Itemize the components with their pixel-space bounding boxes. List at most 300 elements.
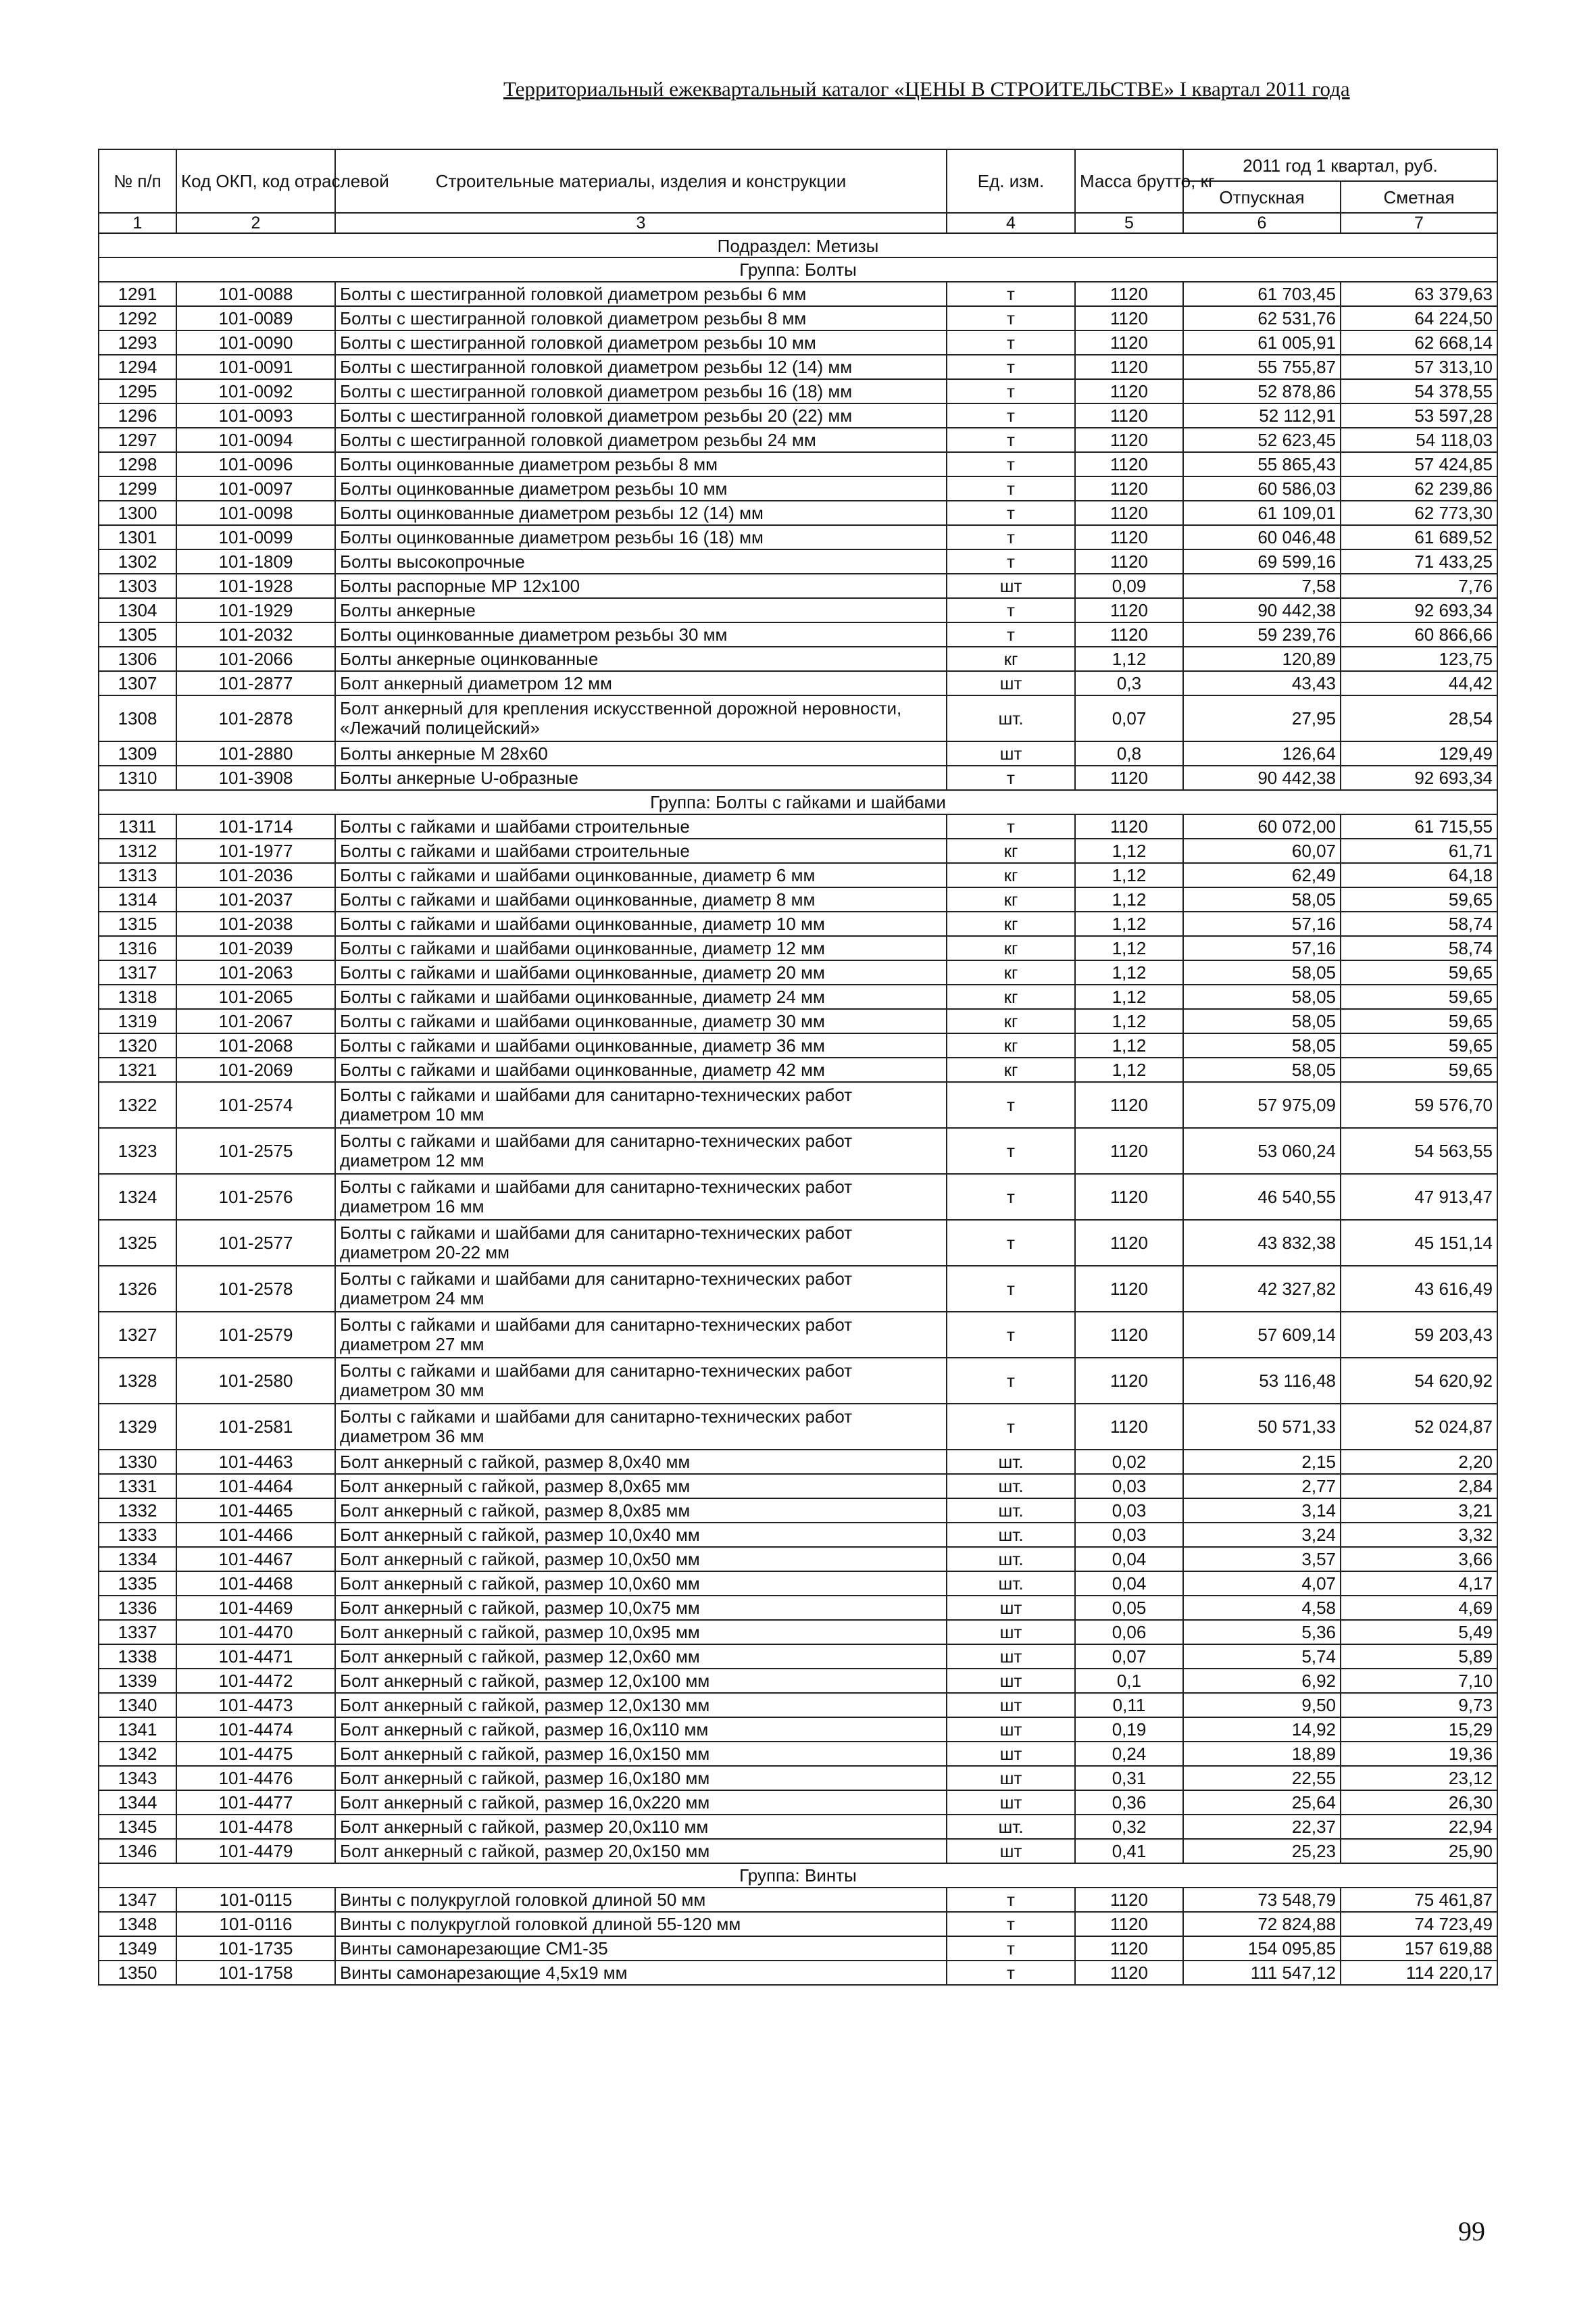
item-mass: 1120 xyxy=(1075,1358,1183,1404)
item-mass: 1120 xyxy=(1075,501,1183,525)
table-row xyxy=(99,403,1497,428)
column-number: 2 xyxy=(176,213,335,233)
item-release-price: 4,07 xyxy=(1183,1571,1341,1596)
item-release-price: 5,36 xyxy=(1183,1620,1341,1644)
item-name: Болт анкерный с гайкой, размер 10,0х40 мм xyxy=(335,1523,947,1547)
item-unit: шт xyxy=(947,1644,1075,1669)
table-row xyxy=(99,1815,1497,1839)
table-row xyxy=(99,306,1497,330)
item-mass: 1,12 xyxy=(1075,1009,1183,1033)
item-code: 101-2581 xyxy=(176,1404,335,1450)
item-number: 1322 xyxy=(99,1082,176,1128)
item-code: 101-2063 xyxy=(176,960,335,985)
table-row xyxy=(99,476,1497,501)
item-number: 1307 xyxy=(99,671,176,695)
table-row xyxy=(99,1220,1497,1266)
item-name: Болты с гайками и шайбами оцинкованные, диаметр 36 мм xyxy=(335,1033,947,1058)
group-title: Группа: Болты xyxy=(99,257,1497,282)
item-name: Болты оцинкованные диаметром резьбы 16 (18) мм xyxy=(335,525,947,549)
item-release-price: 58,05 xyxy=(1183,985,1341,1009)
item-unit: т xyxy=(947,379,1075,403)
item-number: 1334 xyxy=(99,1547,176,1571)
col-header-mass: Масса брутто, кг xyxy=(1075,149,1183,213)
item-unit: т xyxy=(947,1082,1075,1128)
item-mass: 0,03 xyxy=(1075,1474,1183,1498)
item-mass: 0,36 xyxy=(1075,1790,1183,1815)
table-row xyxy=(99,936,1497,960)
item-release-price: 58,05 xyxy=(1183,1009,1341,1033)
item-code: 101-2575 xyxy=(176,1128,335,1174)
table-row xyxy=(99,1596,1497,1620)
item-name: Болты анкерные оцинкованные xyxy=(335,647,947,671)
item-unit: шт xyxy=(947,1620,1075,1644)
item-number: 1304 xyxy=(99,598,176,622)
item-code: 101-0098 xyxy=(176,501,335,525)
item-name: Болт анкерный с гайкой, размер 10,0х60 мм xyxy=(335,1571,947,1596)
item-unit: т xyxy=(947,1961,1075,1985)
item-number: 1297 xyxy=(99,428,176,452)
item-number: 1317 xyxy=(99,960,176,985)
column-number-row xyxy=(99,213,1497,233)
item-name: Болт анкерный с гайкой, размер 16,0х180 мм xyxy=(335,1766,947,1790)
item-number: 1328 xyxy=(99,1358,176,1404)
item-code: 101-1714 xyxy=(176,814,335,839)
item-number: 1319 xyxy=(99,1009,176,1033)
item-mass: 1120 xyxy=(1075,1266,1183,1312)
item-name: Болт анкерный с гайкой, размер 10,0х95 мм xyxy=(335,1620,947,1644)
item-code: 101-0115 xyxy=(176,1888,335,1912)
table-row xyxy=(99,1266,1497,1312)
item-unit: шт. xyxy=(947,1523,1075,1547)
item-code: 101-4471 xyxy=(176,1644,335,1669)
item-unit: т xyxy=(947,1266,1075,1312)
item-code: 101-0091 xyxy=(176,355,335,379)
item-unit: шт xyxy=(947,1742,1075,1766)
item-name: Болты с гайками и шайбами оцинкованные, диаметр 30 мм xyxy=(335,1009,947,1033)
item-number: 1293 xyxy=(99,330,176,355)
item-estimate-price: 43 616,49 xyxy=(1341,1266,1497,1312)
item-release-price: 6,92 xyxy=(1183,1669,1341,1693)
item-release-price: 73 548,79 xyxy=(1183,1888,1341,1912)
item-name: Болты анкерные U-образные xyxy=(335,766,947,790)
table-row xyxy=(99,671,1497,695)
item-release-price: 22,55 xyxy=(1183,1766,1341,1790)
table-row xyxy=(99,695,1497,741)
item-unit: шт xyxy=(947,1669,1075,1693)
item-unit: шт. xyxy=(947,1450,1075,1474)
item-release-price: 58,05 xyxy=(1183,887,1341,912)
item-code: 101-4474 xyxy=(176,1717,335,1742)
table-row xyxy=(99,1128,1497,1174)
item-code: 101-2032 xyxy=(176,622,335,647)
item-mass: 1120 xyxy=(1075,1174,1183,1220)
item-code: 101-2066 xyxy=(176,647,335,671)
item-release-price: 69 599,16 xyxy=(1183,549,1341,574)
item-name: Болты с гайками и шайбами для санитарно-технических работ диаметром 27 мм xyxy=(335,1312,947,1358)
item-unit: т xyxy=(947,501,1075,525)
item-release-price: 43 832,38 xyxy=(1183,1220,1341,1266)
item-unit: т xyxy=(947,598,1075,622)
item-estimate-price: 63 379,63 xyxy=(1341,282,1497,306)
item-name: Болты с шестигранной головкой диаметром резьбы 8 мм xyxy=(335,306,947,330)
item-mass: 0,19 xyxy=(1075,1717,1183,1742)
item-name: Болт анкерный с гайкой, размер 8,0х65 мм xyxy=(335,1474,947,1498)
item-unit: т xyxy=(947,1358,1075,1404)
table-row xyxy=(99,741,1497,766)
item-name: Болты с шестигранной головкой диаметром резьбы 6 мм xyxy=(335,282,947,306)
item-release-price: 25,23 xyxy=(1183,1839,1341,1863)
item-name: Болты с шестигранной головкой диаметром резьбы 12 (14) мм xyxy=(335,355,947,379)
item-mass: 0,8 xyxy=(1075,741,1183,766)
section-title: Подраздел: Метизы xyxy=(99,233,1497,257)
item-estimate-price: 5,89 xyxy=(1341,1644,1497,1669)
item-code: 101-0092 xyxy=(176,379,335,403)
item-number: 1315 xyxy=(99,912,176,936)
item-number: 1325 xyxy=(99,1220,176,1266)
item-mass: 1120 xyxy=(1075,1404,1183,1450)
item-number: 1342 xyxy=(99,1742,176,1766)
table-row xyxy=(99,839,1497,863)
item-release-price: 72 824,88 xyxy=(1183,1912,1341,1936)
item-release-price: 154 095,85 xyxy=(1183,1936,1341,1961)
item-code: 101-0094 xyxy=(176,428,335,452)
item-unit: т xyxy=(947,1174,1075,1220)
item-number: 1294 xyxy=(99,355,176,379)
item-number: 1301 xyxy=(99,525,176,549)
item-estimate-price: 22,94 xyxy=(1341,1815,1497,1839)
item-name: Болты анкерные М 28х60 xyxy=(335,741,947,766)
item-code: 101-0116 xyxy=(176,1912,335,1936)
item-number: 1327 xyxy=(99,1312,176,1358)
item-unit: кг xyxy=(947,912,1075,936)
item-estimate-price: 58,74 xyxy=(1341,912,1497,936)
item-mass: 1,12 xyxy=(1075,863,1183,887)
item-unit: т xyxy=(947,1888,1075,1912)
item-code: 101-1928 xyxy=(176,574,335,598)
item-release-price: 22,37 xyxy=(1183,1815,1341,1839)
item-estimate-price: 64,18 xyxy=(1341,863,1497,887)
item-unit: т xyxy=(947,1220,1075,1266)
item-release-price: 9,50 xyxy=(1183,1693,1341,1717)
item-name: Болты с гайками и шайбами оцинкованные, диаметр 24 мм xyxy=(335,985,947,1009)
item-unit: т xyxy=(947,549,1075,574)
table-row xyxy=(99,1498,1497,1523)
item-number: 1324 xyxy=(99,1174,176,1220)
item-estimate-price: 2,84 xyxy=(1341,1474,1497,1498)
item-code: 101-2574 xyxy=(176,1082,335,1128)
col-header-code: Код ОКП, код отраслевой xyxy=(176,149,335,213)
item-name: Болт анкерный для крепления искусственной дорожной неровности, «Лежачий полицейский» xyxy=(335,695,947,741)
item-mass: 1120 xyxy=(1075,766,1183,790)
item-release-price: 57 975,09 xyxy=(1183,1082,1341,1128)
item-number: 1296 xyxy=(99,403,176,428)
item-unit: кг xyxy=(947,863,1075,887)
item-mass: 1120 xyxy=(1075,330,1183,355)
table-row xyxy=(99,985,1497,1009)
item-name: Болты с гайками и шайбами для санитарно-технических работ диаметром 16 мм xyxy=(335,1174,947,1220)
item-unit: шт xyxy=(947,1766,1075,1790)
table-row xyxy=(99,1404,1497,1450)
item-unit: т xyxy=(947,282,1075,306)
item-unit: кг xyxy=(947,887,1075,912)
table-row xyxy=(99,1571,1497,1596)
item-code: 101-2877 xyxy=(176,671,335,695)
item-name: Болт анкерный с гайкой, размер 12,0х100 мм xyxy=(335,1669,947,1693)
item-release-price: 55 865,43 xyxy=(1183,452,1341,476)
item-number: 1306 xyxy=(99,647,176,671)
item-estimate-price: 59,65 xyxy=(1341,985,1497,1009)
item-estimate-price: 62 773,30 xyxy=(1341,501,1497,525)
item-mass: 1,12 xyxy=(1075,1058,1183,1082)
item-name: Болты с гайками и шайбами для санитарно-технических работ диаметром 36 мм xyxy=(335,1404,947,1450)
table-row xyxy=(99,598,1497,622)
item-unit: т xyxy=(947,1312,1075,1358)
item-release-price: 58,05 xyxy=(1183,960,1341,985)
column-number: 7 xyxy=(1341,213,1497,233)
table-row xyxy=(99,1766,1497,1790)
item-number: 1316 xyxy=(99,936,176,960)
item-estimate-price: 60 866,66 xyxy=(1341,622,1497,647)
item-estimate-price: 3,21 xyxy=(1341,1498,1497,1523)
item-name: Болт анкерный с гайкой, размер 12,0х60 мм xyxy=(335,1644,947,1669)
item-number: 1318 xyxy=(99,985,176,1009)
item-mass: 1,12 xyxy=(1075,960,1183,985)
item-release-price: 60 046,48 xyxy=(1183,525,1341,549)
item-mass: 1120 xyxy=(1075,452,1183,476)
item-estimate-price: 47 913,47 xyxy=(1341,1174,1497,1220)
item-release-price: 57 609,14 xyxy=(1183,1312,1341,1358)
item-code: 101-4478 xyxy=(176,1815,335,1839)
item-estimate-price: 59 203,43 xyxy=(1341,1312,1497,1358)
item-number: 1332 xyxy=(99,1498,176,1523)
table-row xyxy=(99,887,1497,912)
item-release-price: 52 112,91 xyxy=(1183,403,1341,428)
table-row xyxy=(99,1474,1497,1498)
item-code: 101-2580 xyxy=(176,1358,335,1404)
item-number: 1331 xyxy=(99,1474,176,1498)
item-name: Болт анкерный с гайкой, размер 16,0х220 мм xyxy=(335,1790,947,1815)
table-row xyxy=(99,960,1497,985)
item-code: 101-0099 xyxy=(176,525,335,549)
item-estimate-price: 28,54 xyxy=(1341,695,1497,741)
item-mass: 1120 xyxy=(1075,814,1183,839)
item-release-price: 27,95 xyxy=(1183,695,1341,741)
page-number: 99 xyxy=(1458,2216,1485,2246)
item-release-price: 62 531,76 xyxy=(1183,306,1341,330)
item-name: Болты анкерные xyxy=(335,598,947,622)
item-unit: т xyxy=(947,1936,1075,1961)
item-code: 101-2068 xyxy=(176,1033,335,1058)
item-release-price: 3,14 xyxy=(1183,1498,1341,1523)
item-code: 101-4466 xyxy=(176,1523,335,1547)
item-estimate-price: 157 619,88 xyxy=(1341,1936,1497,1961)
item-number: 1302 xyxy=(99,549,176,574)
table-row xyxy=(99,1033,1497,1058)
item-release-price: 120,89 xyxy=(1183,647,1341,671)
item-number: 1309 xyxy=(99,741,176,766)
col-header-unit: Ед. изм. xyxy=(947,149,1075,213)
item-estimate-price: 52 024,87 xyxy=(1341,1404,1497,1450)
item-estimate-price: 59,65 xyxy=(1341,960,1497,985)
item-estimate-price: 45 151,14 xyxy=(1341,1220,1497,1266)
item-name: Болты высокопрочные xyxy=(335,549,947,574)
table-row xyxy=(99,1717,1497,1742)
item-release-price: 18,89 xyxy=(1183,1742,1341,1766)
item-estimate-price: 59,65 xyxy=(1341,1009,1497,1033)
item-unit: т xyxy=(947,814,1075,839)
item-name: Болты с гайками и шайбами строительные xyxy=(335,839,947,863)
item-name: Болты с шестигранной головкой диаметром резьбы 20 (22) мм xyxy=(335,403,947,428)
item-estimate-price: 92 693,34 xyxy=(1341,766,1497,790)
item-release-price: 7,58 xyxy=(1183,574,1341,598)
item-unit: кг xyxy=(947,936,1075,960)
item-release-price: 111 547,12 xyxy=(1183,1961,1341,1985)
item-name: Болты с гайками и шайбами оцинкованные, диаметр 8 мм xyxy=(335,887,947,912)
col-header-release-price: Отпускная xyxy=(1183,181,1341,213)
item-code: 101-2880 xyxy=(176,741,335,766)
item-code: 101-0088 xyxy=(176,282,335,306)
item-code: 101-4473 xyxy=(176,1693,335,1717)
item-number: 1333 xyxy=(99,1523,176,1547)
table-row xyxy=(99,863,1497,887)
item-mass: 1120 xyxy=(1075,476,1183,501)
item-mass: 0,11 xyxy=(1075,1693,1183,1717)
item-code: 101-4469 xyxy=(176,1596,335,1620)
item-code: 101-0090 xyxy=(176,330,335,355)
item-number: 1343 xyxy=(99,1766,176,1790)
item-mass: 1120 xyxy=(1075,379,1183,403)
item-name: Болты с гайками и шайбами для санитарно-технических работ диаметром 12 мм xyxy=(335,1128,947,1174)
price-table xyxy=(98,149,1498,1986)
item-unit: т xyxy=(947,525,1075,549)
item-release-price: 60 586,03 xyxy=(1183,476,1341,501)
item-release-price: 90 442,38 xyxy=(1183,598,1341,622)
item-mass: 0,03 xyxy=(1075,1523,1183,1547)
item-mass: 1120 xyxy=(1075,1888,1183,1912)
item-number: 1341 xyxy=(99,1717,176,1742)
item-release-price: 2,77 xyxy=(1183,1474,1341,1498)
item-number: 1339 xyxy=(99,1669,176,1693)
table-row xyxy=(99,428,1497,452)
item-estimate-price: 4,17 xyxy=(1341,1571,1497,1596)
item-release-price: 90 442,38 xyxy=(1183,766,1341,790)
page-header: Территориальный ежеквартальный каталог «ЦЕНЫ В СТРОИТЕЛЬСТВЕ» I квартал 2011 года xyxy=(503,77,1350,101)
item-code: 101-4477 xyxy=(176,1790,335,1815)
item-code: 101-4467 xyxy=(176,1547,335,1571)
item-mass: 1,12 xyxy=(1075,887,1183,912)
item-number: 1349 xyxy=(99,1936,176,1961)
item-code: 101-2576 xyxy=(176,1174,335,1220)
item-mass: 1120 xyxy=(1075,306,1183,330)
item-name: Винты самонарезающие СМ1-35 xyxy=(335,1936,947,1961)
item-unit: кг xyxy=(947,1058,1075,1082)
table-row xyxy=(99,282,1497,306)
item-unit: т xyxy=(947,1404,1075,1450)
col-header-name: Строительные материалы, изделия и конструкции xyxy=(335,149,947,213)
item-name: Болт анкерный с гайкой, размер 20,0х110 мм xyxy=(335,1815,947,1839)
item-number: 1314 xyxy=(99,887,176,912)
item-number: 1340 xyxy=(99,1693,176,1717)
item-number: 1329 xyxy=(99,1404,176,1450)
item-mass: 0,31 xyxy=(1075,1766,1183,1790)
item-estimate-price: 3,66 xyxy=(1341,1547,1497,1571)
item-mass: 0,1 xyxy=(1075,1669,1183,1693)
item-number: 1330 xyxy=(99,1450,176,1474)
item-number: 1310 xyxy=(99,766,176,790)
item-unit: т xyxy=(947,1912,1075,1936)
item-estimate-price: 9,73 xyxy=(1341,1693,1497,1717)
item-number: 1347 xyxy=(99,1888,176,1912)
item-number: 1308 xyxy=(99,695,176,741)
table-row xyxy=(99,1312,1497,1358)
item-estimate-price: 61 715,55 xyxy=(1341,814,1497,839)
item-number: 1292 xyxy=(99,306,176,330)
item-estimate-price: 4,69 xyxy=(1341,1596,1497,1620)
item-mass: 1120 xyxy=(1075,282,1183,306)
table-row xyxy=(99,501,1497,525)
item-name: Болт анкерный с гайкой, размер 10,0х75 мм xyxy=(335,1596,947,1620)
item-estimate-price: 25,90 xyxy=(1341,1839,1497,1863)
item-release-price: 61 109,01 xyxy=(1183,501,1341,525)
item-release-price: 53 116,48 xyxy=(1183,1358,1341,1404)
item-name: Болты с шестигранной головкой диаметром резьбы 10 мм xyxy=(335,330,947,355)
item-release-price: 57,16 xyxy=(1183,936,1341,960)
table-row xyxy=(99,1961,1497,1985)
item-unit: т xyxy=(947,476,1075,501)
column-number: 1 xyxy=(99,213,176,233)
item-release-price: 42 327,82 xyxy=(1183,1266,1341,1312)
item-number: 1346 xyxy=(99,1839,176,1863)
item-code: 101-0093 xyxy=(176,403,335,428)
table-row xyxy=(99,1174,1497,1220)
section-row xyxy=(99,233,1497,257)
item-code: 101-1758 xyxy=(176,1961,335,1985)
item-release-price: 3,57 xyxy=(1183,1547,1341,1571)
item-unit: т xyxy=(947,622,1075,647)
column-number: 4 xyxy=(947,213,1075,233)
item-estimate-price: 129,49 xyxy=(1341,741,1497,766)
item-name: Болт анкерный диаметром 12 мм xyxy=(335,671,947,695)
item-name: Болты с гайками и шайбами строительные xyxy=(335,814,947,839)
table-row xyxy=(99,1082,1497,1128)
table-row xyxy=(99,1888,1497,1912)
item-mass: 1120 xyxy=(1075,1312,1183,1358)
item-code: 101-2065 xyxy=(176,985,335,1009)
item-number: 1350 xyxy=(99,1961,176,1985)
item-code: 101-3908 xyxy=(176,766,335,790)
item-number: 1344 xyxy=(99,1790,176,1815)
item-estimate-price: 2,20 xyxy=(1341,1450,1497,1474)
item-release-price: 3,24 xyxy=(1183,1523,1341,1547)
item-number: 1345 xyxy=(99,1815,176,1839)
item-release-price: 43,43 xyxy=(1183,671,1341,695)
item-estimate-price: 19,36 xyxy=(1341,1742,1497,1766)
item-release-price: 52 623,45 xyxy=(1183,428,1341,452)
item-estimate-price: 57 313,10 xyxy=(1341,355,1497,379)
item-name: Болт анкерный с гайкой, размер 16,0х150 мм xyxy=(335,1742,947,1766)
item-release-price: 46 540,55 xyxy=(1183,1174,1341,1220)
item-code: 101-4465 xyxy=(176,1498,335,1523)
item-code: 101-4472 xyxy=(176,1669,335,1693)
item-mass: 1120 xyxy=(1075,1961,1183,1985)
item-mass: 1,12 xyxy=(1075,912,1183,936)
item-estimate-price: 59,65 xyxy=(1341,887,1497,912)
item-code: 101-0089 xyxy=(176,306,335,330)
item-code: 101-4468 xyxy=(176,1571,335,1596)
item-mass: 1,12 xyxy=(1075,647,1183,671)
item-code: 101-4463 xyxy=(176,1450,335,1474)
item-release-price: 60 072,00 xyxy=(1183,814,1341,839)
